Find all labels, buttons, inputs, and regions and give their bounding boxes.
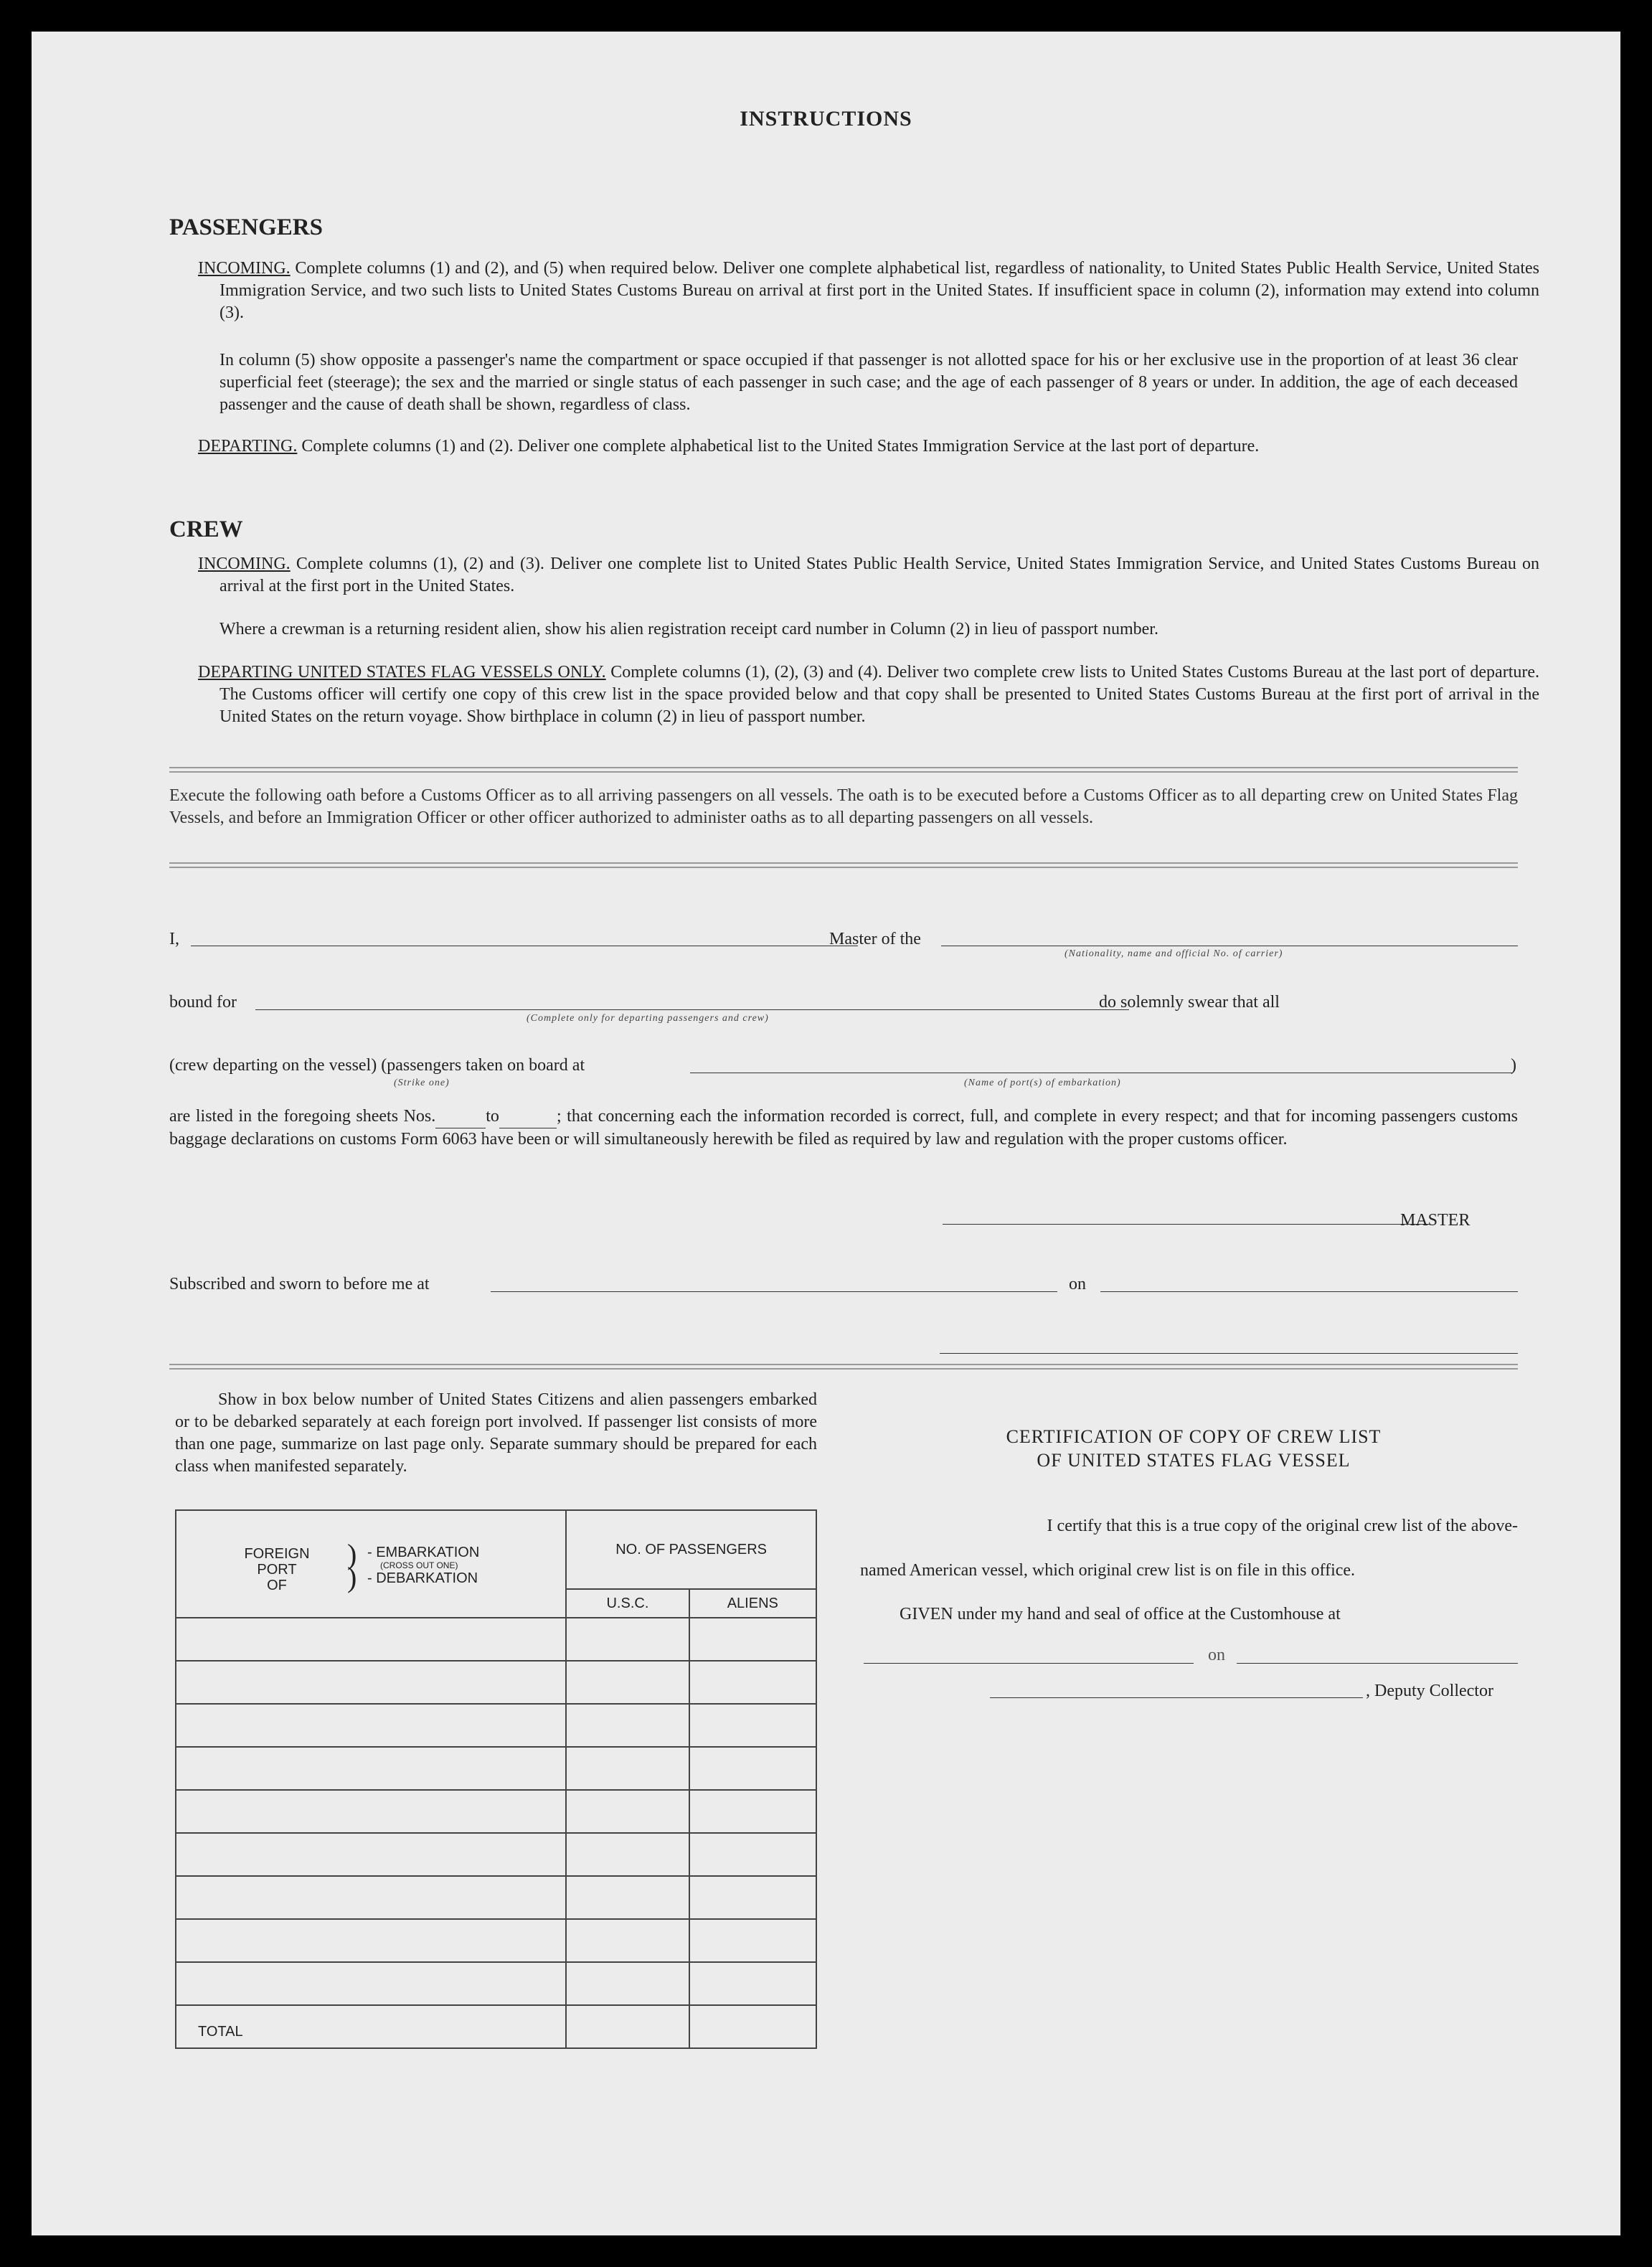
summary-note: Show in box below number of United States Citizens and alien passengers embarked or to be debarked separately at each foreign port involved. If passenger list consists of more than one page, summarize on last page only. Separate summary should be prepared for each class when manifested separately. [175,1390,817,1476]
usc-cell[interactable] [566,1876,689,1919]
crew-incoming [198,553,1539,598]
passengers-departing [198,435,1539,458]
carrier-field[interactable] [941,913,1518,946]
port-cell[interactable] [176,1704,566,1747]
passengers-column5-text: In column (5) show opposite a passenger's name the compartment or space occupied if that passenger is not allotted space for his or her exclusive use in the proportion of at least 36 clear superficial feet (steerage); the sex and the married or single status of each passenger in such case; and the age of each passenger of 8 years or under. In addition, the age of each deceased passenger and the cause of death shall be shown, regardless of class. [220,351,1518,414]
crew-incoming-label: INCOMING. [198,555,291,573]
master-signature-field[interactable] [943,1195,1430,1225]
table-row [176,1661,816,1704]
passengers-departing-text: Complete columns (1) and (2). Deliver one complete alphabetical list to the United States Immigration Service at the last port of departure. [301,437,1260,456]
header-debarkation: - DEBARKATION [367,1570,478,1586]
sheet-from-field[interactable] [435,1106,486,1128]
table-row [176,1833,816,1876]
passengers-departing-label: DEPARTING. [198,437,298,456]
port-cell[interactable] [176,1962,566,2005]
usc-cell[interactable] [566,1790,689,1833]
header-aliens: ALIENS [689,1589,816,1618]
aliens-cell[interactable] [689,1833,816,1876]
bound-for-field[interactable] [255,979,1129,1010]
usc-cell[interactable] [566,1747,689,1790]
deputy-collector-label: , Deputy Collector [1366,1682,1493,1700]
certification-title [856,1425,1531,1472]
aliens-cell[interactable] [689,1876,816,1919]
total-label: TOTAL [176,2005,566,2048]
aliens-cell[interactable] [689,1790,816,1833]
embarkation-port-field[interactable] [690,1042,1512,1073]
subscribed-place-field[interactable] [491,1261,1057,1292]
passengers-incoming-label: INCOMING. [198,259,291,278]
master-label: MASTER [1400,1211,1471,1230]
crew-departing-label: DEPARTING UNITED STATES FLAG VESSELS ONLY. [198,663,606,682]
crew-incoming-text: Complete columns (1), (2) and (3). Deliver one complete list to United States Public Health Service, United States Immigration Service, and United States Customs Bureau on arrival at the first port in the United States. [220,555,1540,595]
port-cell[interactable] [176,1661,566,1704]
table-row [176,1962,816,2005]
table-row [176,1747,816,1790]
subscribed-on-label: on [1069,1275,1086,1293]
oath-i-label: I, [169,930,179,948]
crew-departing-text-strike: (crew departing on the vessel) (passengers taken on board at [169,1056,585,1075]
brace-top: ) [347,1538,357,1570]
header-embarkation: - EMBARKATION [367,1545,480,1560]
bound-for-label: bound for [169,993,237,1012]
passengers-incoming [198,258,1539,324]
divider-3 [169,1364,1518,1370]
port-cell[interactable] [176,1919,566,1962]
divider-1 [169,767,1518,773]
header-port: PORT [257,1562,297,1578]
usc-cell[interactable] [566,1833,689,1876]
header-foreign: FOREIGN [244,1546,310,1562]
aliens-cell[interactable] [689,1704,816,1747]
subscribed-date-field[interactable] [1100,1261,1518,1292]
given-line: GIVEN under my hand and seal of office at the Customhouse at [900,1605,1341,1623]
close-paren: ) [1511,1056,1516,1075]
port-cell[interactable] [176,1876,566,1919]
port-cell[interactable] [176,1790,566,1833]
port-caption: (Name of port(s) of embarkation) [964,1078,1121,1088]
total-usc-cell[interactable] [566,2005,689,2048]
bound-for-caption: (Complete only for departing passengers and crew) [527,1013,769,1024]
listed-text-b: ; that concerning each the information recorded is correct, full, and complete in every respect; and that for incoming passengers customs baggage declarations on customs Form 6063 have been or will simultaneously herewith be filed as required by law and regulation with the proper customs officer. [169,1107,1518,1149]
certification-date-field[interactable] [1237,1647,1518,1664]
sheet-to-field[interactable] [499,1106,557,1128]
header-of: OF [267,1578,287,1593]
passengers-incoming-text: Complete columns (1) and (2), and (5) when required below. Deliver one complete alphabetical list, regardless of nationality, to United States Public Health Service, United States Immigration Service, and two such lists to United States Customs Bureau on arrival at first port in the United States. If insufficient space in column (2), information may extend into column (3). [220,259,1539,322]
header-no-passengers: NO. OF PASSENGERS [566,1510,816,1589]
master-name-field[interactable] [191,913,858,946]
port-cell[interactable] [176,1618,566,1661]
table-header-row [176,1510,816,1589]
table-row [176,1790,816,1833]
aliens-cell[interactable] [689,1747,816,1790]
aliens-cell[interactable] [689,1618,816,1661]
total-aliens-cell[interactable] [689,2005,816,2048]
passenger-summary-table [175,1509,817,2049]
crew-resident-text: Where a crewman is a returning resident alien, show his alien registration receipt card number in Column (2) in lieu of passport number. [220,620,1158,638]
listed-text-a: are listed in the foregoing sheets Nos. [169,1107,436,1126]
usc-cell[interactable] [566,1704,689,1747]
deputy-collector-field[interactable] [990,1680,1363,1698]
certification-title-line-2: OF UNITED STATES FLAG VESSEL [1037,1450,1351,1471]
header-usc: U.S.C. [566,1589,689,1618]
port-cell[interactable] [176,1833,566,1876]
brace-bottom: ) [347,1561,357,1593]
table-row [176,1876,816,1919]
table-row [176,1704,816,1747]
usc-cell[interactable] [566,1919,689,1962]
aliens-cell[interactable] [689,1661,816,1704]
certify-line-2: named American vessel, which original crew list is on file in this office. [860,1561,1356,1580]
port-cell[interactable] [176,1747,566,1790]
table-row [176,1618,816,1661]
usc-cell[interactable] [566,1661,689,1704]
subscribed-label: Subscribed and sworn to before me at [169,1275,430,1293]
aliens-cell[interactable] [689,1919,816,1962]
table-row [176,1919,816,1962]
officer-signature-field[interactable] [940,1323,1518,1354]
listed-paragraph [169,1106,1518,1151]
carrier-caption: (Nationality, name and official No. of carrier) [1065,948,1283,959]
certification-on-label: on [1208,1646,1225,1664]
header-foreign-port [176,1510,566,1618]
crew-heading: CREW [169,517,243,542]
crew-departing [198,661,1539,728]
passengers-heading: PASSENGERS [169,215,323,240]
certification-title-line-1: CERTIFICATION OF COPY OF CREW LIST [1006,1426,1382,1447]
aliens-cell[interactable] [689,1962,816,2005]
certify-line-1: I certify that this is a true copy of the original crew list of the above- [1047,1517,1518,1535]
master-of-the-label: Master of the [829,930,921,948]
form-sheet [32,32,1620,2235]
divider-2 [169,862,1518,868]
customhouse-field[interactable] [864,1647,1194,1664]
crew-departing-text: Complete columns (1), (2), (3) and (4). Deliver two complete crew lists to United States Customs Bureau at the last port of departure. The Customs officer will certify one copy of this crew list in the space provided below and that copy shall be presented to United States Customs Bureau at the first port of arrival in the United States on the return voyage. Show birthplace in column (2) in lieu of passport number. [220,663,1540,726]
oath-intro: Execute the following oath before a Customs Officer as to all arriving passengers on all vessels. The oath is to be executed before a Customs Officer as to all departing crew on United States Flag Vessels, and before an Immigration Officer or other officer authorized to administer oaths as to all departing passengers on all vessels. [169,786,1518,827]
header-cross-out: (CROSS OUT ONE) [380,1560,458,1570]
listed-to: to [486,1107,499,1126]
table-row-total [176,2005,816,2048]
usc-cell[interactable] [566,1962,689,2005]
strike-one-caption: (Strike one) [394,1078,450,1088]
page-title: INSTRUCTIONS [740,107,912,131]
usc-cell[interactable] [566,1618,689,1661]
swear-text: do solemnly swear that all [1099,993,1280,1012]
